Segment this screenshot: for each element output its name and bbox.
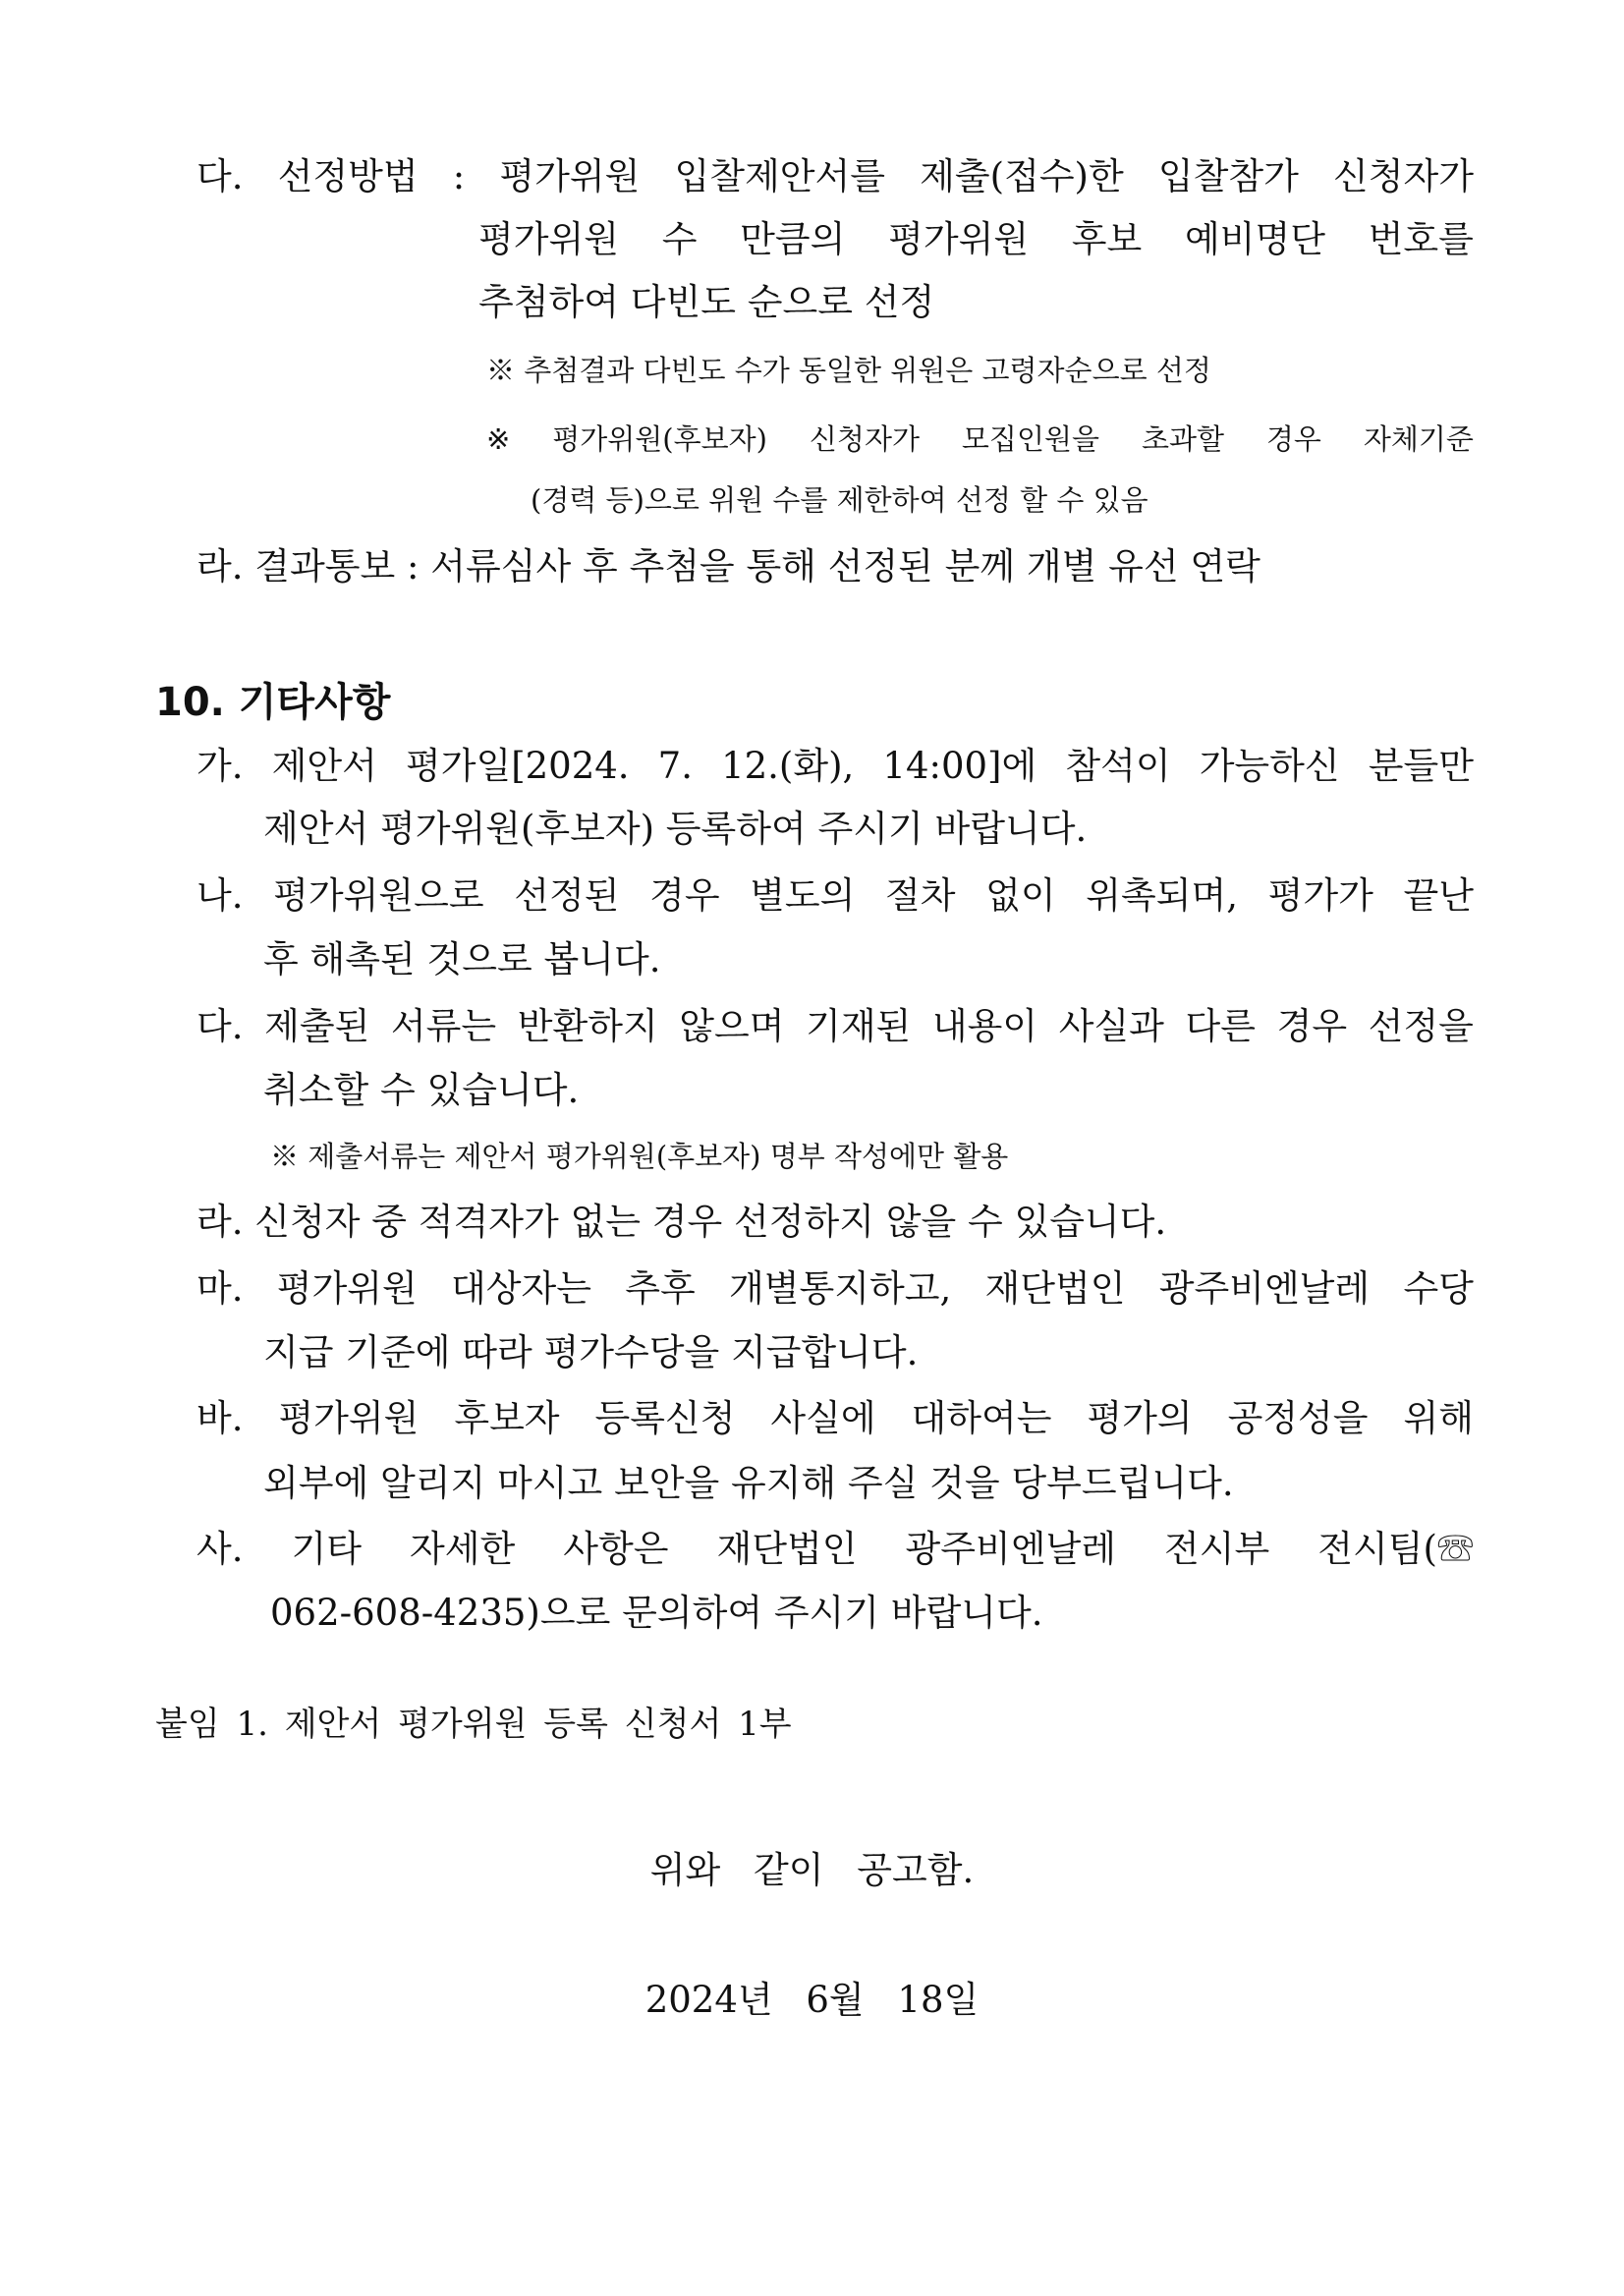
item-na-line-1 bbox=[196, 874, 1474, 918]
word: 참석이 bbox=[1065, 745, 1171, 787]
word: 평가위원 bbox=[478, 218, 619, 260]
word: 대하여는 bbox=[911, 1397, 1052, 1439]
word: 평가위원으로 bbox=[273, 874, 484, 917]
word: 내용이 bbox=[931, 1005, 1038, 1047]
word: 사실과 bbox=[1058, 1005, 1164, 1047]
word: 7. bbox=[657, 745, 693, 787]
item-ra-line: 라. 신청자 중 적격자가 없는 경우 선정하지 않을 수 있습니다. bbox=[196, 1201, 1167, 1243]
selection-note-2-line-1 bbox=[486, 422, 1474, 457]
word: 위해 bbox=[1403, 1397, 1474, 1439]
word: 선정된 bbox=[514, 874, 620, 917]
item-ma-line-1 bbox=[196, 1267, 1474, 1311]
word: 선정방법 bbox=[277, 155, 419, 197]
word: 평가위원 bbox=[276, 1267, 418, 1310]
word: 개별통지하고, bbox=[729, 1267, 952, 1310]
attachment-line: 붙임 1. 제안서 평가위원 등록 신청서 1부 bbox=[155, 1705, 792, 1744]
word: 재단법인 bbox=[716, 1528, 858, 1570]
word: 평가위원 bbox=[499, 155, 641, 197]
word: 추후 bbox=[625, 1267, 696, 1310]
item-da-note: ※ 제출서류는 제안서 평가위원(후보자) 명부 작성에만 활용 bbox=[270, 1140, 1009, 1173]
word: 예비명단 bbox=[1185, 218, 1325, 260]
selection-method-line-1 bbox=[196, 155, 1474, 198]
word: 제출된 bbox=[264, 1005, 370, 1047]
word: 광주비엔날레 bbox=[905, 1528, 1116, 1570]
word: 절차 bbox=[885, 874, 956, 917]
word: 광주비엔날레 bbox=[1158, 1267, 1371, 1310]
word: 다른 bbox=[1185, 1005, 1256, 1047]
word: 나. bbox=[196, 874, 244, 917]
word: 바. bbox=[196, 1397, 244, 1439]
word: 12.(화), bbox=[721, 745, 855, 787]
word: 제안서 bbox=[271, 745, 377, 787]
announcement bbox=[0, 1840, 1624, 1893]
item-da-line-2: 취소할 수 있습니다. bbox=[263, 1069, 580, 1111]
announcement-date-text: 2024년 6월 18일 bbox=[644, 1979, 980, 2021]
word: 자세한 bbox=[410, 1528, 516, 1570]
word: 평가위원(후보자) bbox=[552, 422, 767, 456]
word: 가능하신 bbox=[1199, 745, 1340, 787]
word: 마. bbox=[196, 1267, 244, 1310]
word: 경우 bbox=[1265, 422, 1321, 456]
result-notification-line: 라. 결과통보 : 서류심사 후 추첨을 통해 선정된 분께 개별 유선 연락 bbox=[196, 545, 1260, 588]
word: 만큼의 bbox=[740, 218, 846, 260]
word: 평가위원 bbox=[278, 1397, 420, 1439]
word: 경우 bbox=[649, 874, 720, 917]
word: 기재된 bbox=[806, 1005, 912, 1047]
word: 분들만 bbox=[1368, 745, 1474, 787]
item-ba-line-1 bbox=[196, 1397, 1474, 1440]
announcement-text: 위와 같이 공고함. bbox=[649, 1849, 975, 1891]
word: ※ bbox=[486, 422, 511, 456]
word: 사. bbox=[196, 1528, 244, 1570]
word: 초과할 bbox=[1141, 422, 1224, 456]
word: 위촉되며, bbox=[1086, 874, 1238, 917]
selection-note-1: ※ 추첨결과 다빈도 수가 동일한 위원은 고령자순으로 선정 bbox=[486, 354, 1211, 387]
word: 기타 bbox=[291, 1528, 363, 1570]
word: 재단법인 bbox=[984, 1267, 1126, 1310]
word: 전시팀(☏ bbox=[1317, 1528, 1474, 1570]
section-10-heading: 10. 기타사항 bbox=[155, 680, 391, 725]
word: 제출(접수)한 bbox=[920, 155, 1124, 197]
word: 평가위원 bbox=[888, 218, 1030, 260]
word: 다. bbox=[196, 1005, 244, 1047]
item-sa-line-1 bbox=[196, 1528, 1474, 1571]
word: 번호를 bbox=[1368, 218, 1474, 260]
word: 사항은 bbox=[563, 1528, 669, 1570]
word: 않으며 bbox=[679, 1005, 785, 1047]
word: 전시부 bbox=[1163, 1528, 1270, 1570]
word: 별도의 bbox=[750, 874, 856, 917]
item-sa-line-2: 062-608-4235)으로 문의하여 주시기 바랍니다. bbox=[270, 1592, 1043, 1634]
word: 후보자 bbox=[454, 1397, 560, 1439]
word: 가. bbox=[196, 745, 244, 787]
word: 14:00]에 bbox=[882, 745, 1037, 787]
word: 입찰참가 bbox=[1157, 155, 1299, 197]
word: 사실에 bbox=[770, 1397, 876, 1439]
word: 평가가 bbox=[1267, 874, 1373, 917]
item-da-line-1 bbox=[196, 1005, 1474, 1048]
word: 공정성을 bbox=[1227, 1397, 1369, 1439]
item-na-line-2: 후 해촉된 것으로 봅니다. bbox=[263, 938, 661, 980]
item-ga-line-1 bbox=[196, 745, 1474, 788]
word: 수당 bbox=[1403, 1267, 1474, 1310]
word: 평가의 bbox=[1087, 1397, 1193, 1439]
word: 서류는 bbox=[390, 1005, 497, 1047]
word: 후보 bbox=[1071, 218, 1143, 260]
item-ba-line-2: 외부에 알리지 마시고 보안을 유지해 주실 것을 당부드립니다. bbox=[263, 1462, 1234, 1504]
selection-method-line-2 bbox=[478, 218, 1474, 261]
word: 입찰제안서를 bbox=[674, 155, 885, 197]
item-ga-line-2: 제안서 평가위원(후보자) 등록하여 주시기 바랍니다. bbox=[263, 808, 1088, 850]
selection-note-2-line-2: (경력 등)으로 위원 수를 제한하여 선정 할 수 있음 bbox=[531, 483, 1148, 517]
word: 평가일[2024. bbox=[405, 745, 630, 787]
item-ma-line-2: 지급 기준에 따라 평가수당을 지급합니다. bbox=[263, 1331, 919, 1373]
word: 신청자가 bbox=[1333, 155, 1474, 197]
word: 신청자가 bbox=[809, 422, 920, 456]
word: 없이 bbox=[985, 874, 1056, 917]
word: 모집인원을 bbox=[961, 422, 1099, 456]
word: 끝난 bbox=[1403, 874, 1474, 917]
word: 대상자는 bbox=[451, 1267, 591, 1310]
selection-method-line-3: 추첨하여 다빈도 순으로 선정 bbox=[478, 281, 935, 323]
word: 다. bbox=[196, 155, 244, 197]
word: 자체기준 bbox=[1363, 422, 1474, 456]
word: 선정을 bbox=[1368, 1005, 1474, 1047]
word: 경우 bbox=[1276, 1005, 1348, 1047]
word: 등록신청 bbox=[594, 1397, 736, 1439]
word: 수 bbox=[661, 218, 698, 260]
word: : bbox=[452, 155, 466, 197]
announcement-date bbox=[0, 1970, 1624, 2023]
word: 반환하지 bbox=[517, 1005, 658, 1047]
